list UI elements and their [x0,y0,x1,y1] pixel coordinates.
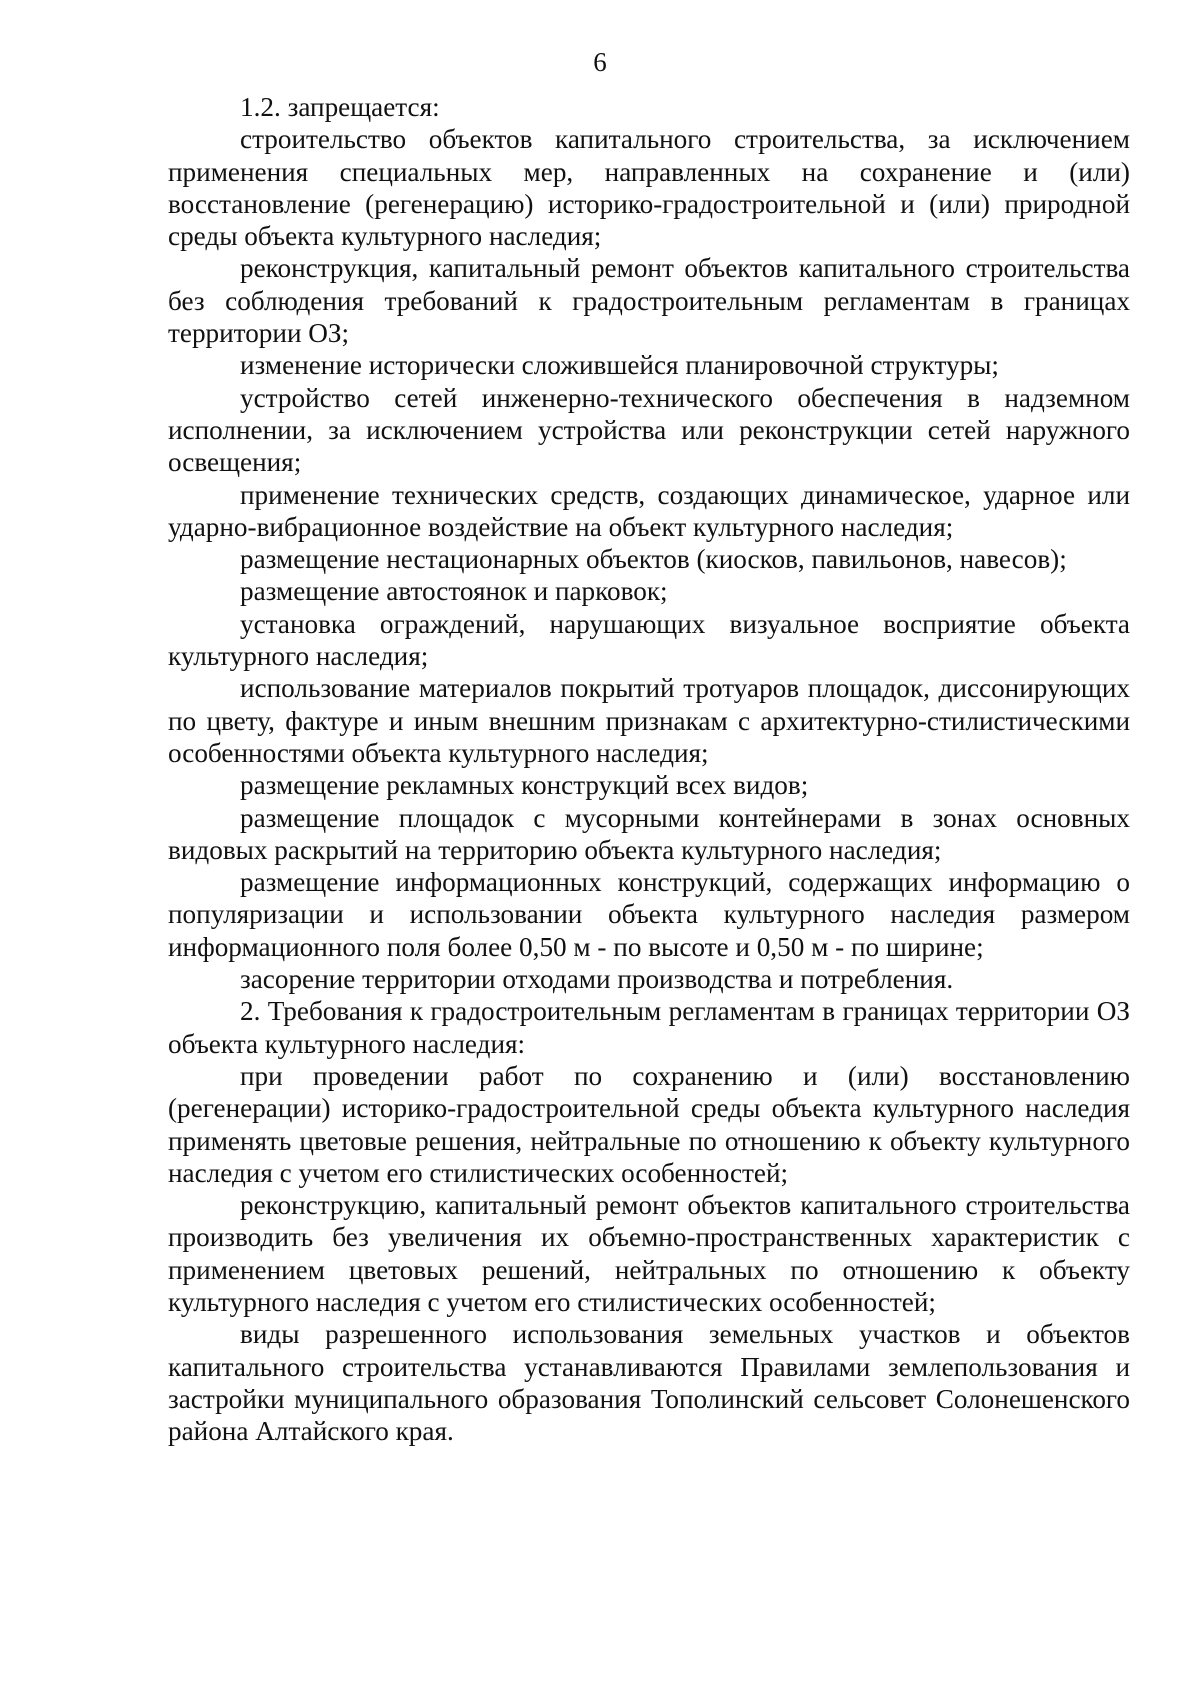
paragraph-littering-ban: засорение территории отходами производства и потребления. [240,964,954,995]
paragraph-1-2-heading: 1.2. запрещается: [240,92,440,122]
paragraph-planning-structure-ban: изменение исторически сложившейся планировочной структуры; [240,350,999,381]
paragraph-pavement-materials-ban: использование материалов покрытий тротуаров площадок, диссонирующих по цвету, фактуре и иным внешним признакам с архитектурно-стилистическими особенностями объекта культурного наследия; [168,673,1130,768]
paragraph-fences-ban: установка ограждений, нарушающих визуальное восприятие объекта культурного наследия; [168,608,1130,672]
paragraph-parking-ban: размещение автостоянок и парковок; [240,576,668,607]
paragraph-advertising-ban: размещение рекламных конструкций всех видов; [240,770,809,801]
document-body [168,91,1130,1447]
paragraph-kiosks-ban: размещение нестационарных объектов (киосков, павильонов, навесов); [240,544,1067,575]
paragraph-reconstruction-rules: реконструкцию, капитальный ремонт объектов капитального строительства производить без увеличения их объемно-пространственных характеристик с применением цветовых решений, нейтральных по отношению к объекту культурного наследия с учетом его стилистических особенностей; [168,1190,1130,1317]
page-number: 6 [593,47,607,77]
paragraph-overhead-networks-ban: устройство сетей инженерно-технического обеспечения в надземном исполнении, за исключением устройства или реконструкции сетей наружного освещения; [168,382,1130,478]
paragraph-technical-means-ban: применение технических средств, создающих динамическое, ударное или ударно-вибрационное воздействие на объект культурного наследия; [168,479,1130,542]
paragraph-permitted-use: виды разрешенного использования земельных участков и объектов капитального строительства устанавливаются Правилами землепользования и застройки муниципального образования Тополинский сельсовет Солонешенского района Алтайского края. [168,1319,1130,1447]
paragraph-waste-containers-ban: размещение площадок с мусорными контейнерами в зонах основных видовых раскрытий на территорию объекта культурного наследия; [168,802,1130,865]
paragraph-2-heading: 2. Требования к градостроительным регламентам в границах территории ОЗ объекта культурного наследия: [168,996,1130,1059]
paragraph-reconstruction-ban: реконструкция, капитальный ремонт объектов капитального строительства без соблюдения требований к градостроительным регламентам в границах территории ОЗ; [168,253,1130,349]
paragraph-capital-construction-ban: строительство объектов капитального строительства, за исключением применения специальных мер, направленных на сохранение и (или) восстановление (регенерацию) историко-градостроительной и (или) природной среды объекта культурного наследия; [168,124,1130,252]
paragraph-color-solutions: при проведении работ по сохранению и (или) восстановлению (регенерации) историко-градостроительной среды объекта культурного наследия применять цветовые решения, нейтральные по отношению к объекту культурного наследия с учетом его стилистических особенностей; [168,1060,1130,1188]
paragraph-info-structures-ban: размещение информационных конструкций, содержащих информацию о популяризации и использовании объекта культурного наследия размером информационного поля более 0,50 м - по высоте и 0,50 м - по ширине; [168,867,1130,962]
